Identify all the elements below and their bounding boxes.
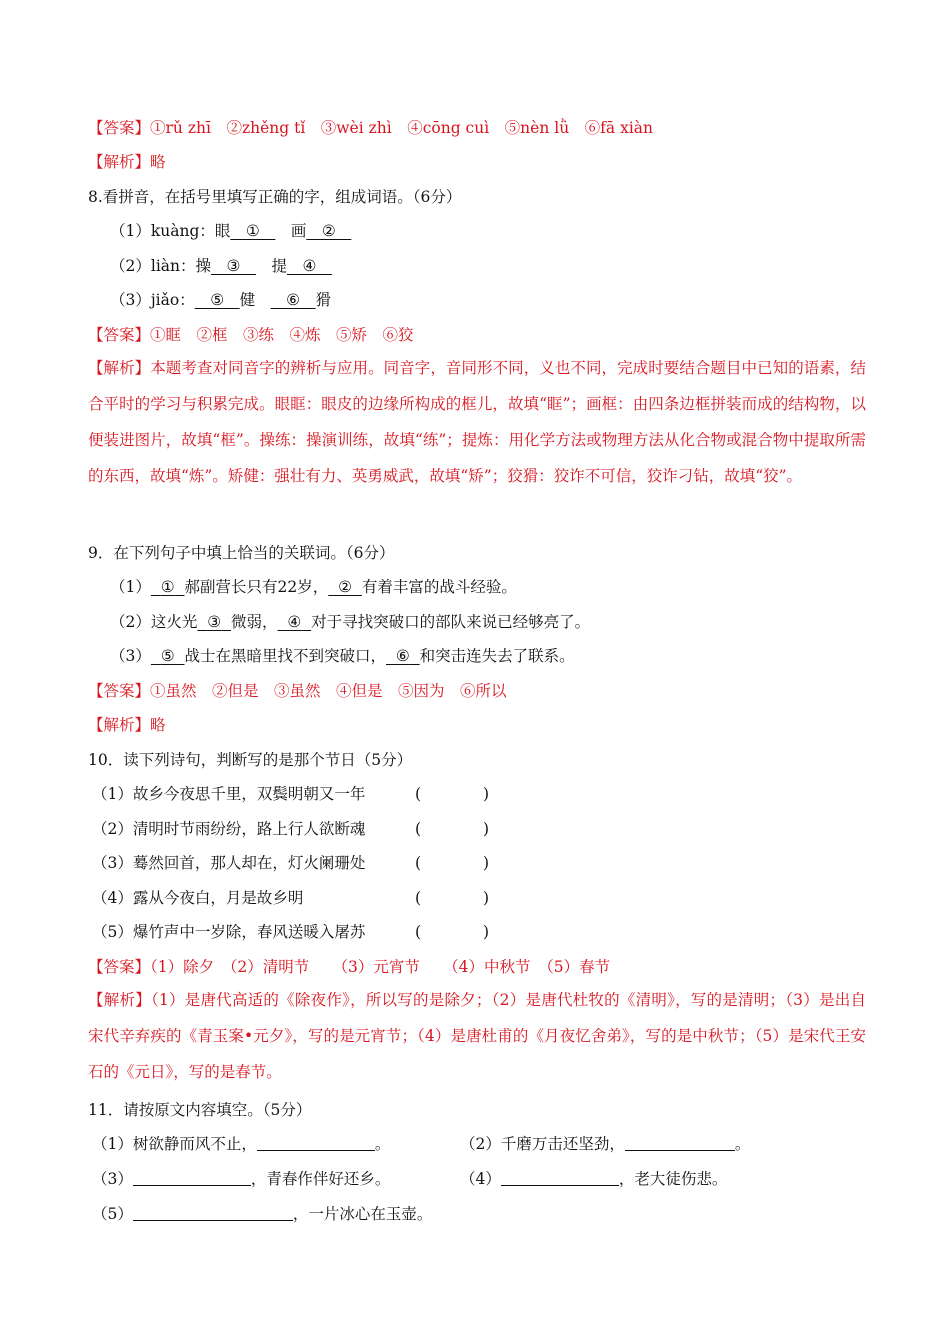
q7-answer-line [88, 118, 653, 138]
q10-answer-paren-3[interactable]: ( ) [415, 854, 490, 872]
q10-analysis-paragraph [88, 982, 866, 1090]
q11-blank-3[interactable] [133, 1169, 251, 1186]
q9-answer-line [88, 681, 507, 701]
q11-item-3: （3） ，青春作伴好还乡。 [92, 1170, 391, 1188]
q9-blank-3[interactable]: ③ [207, 613, 222, 631]
q9-blank-6[interactable]: ⑥ [395, 647, 410, 665]
analysis-tag: 【解析】 [88, 359, 151, 377]
q10-answer-line [88, 957, 610, 977]
q8-blank-1[interactable]: __①__ [230, 222, 276, 240]
q9-item-3: （3） ⑤ 战士在黑暗里找不到突破口， ⑥ 和突击连失去了联系。 [110, 647, 575, 665]
answer-tag: 【答案】 [88, 958, 151, 976]
q8-blank-2[interactable]: __②__ [306, 222, 352, 240]
q8-title: 8.看拼音，在括号里填写正确的字，组成词语。（6分） [88, 188, 462, 206]
q10-item-5: （5）爆竹声中一岁除，春风送暖入屠苏 ( ) [92, 923, 490, 941]
answer-tag: 【答案】 [88, 326, 151, 344]
q11-item-4: （4） ，老大徒伤悲。 [460, 1170, 728, 1188]
q11-item-1: （1）树欲静而风不止， 。 [92, 1135, 391, 1153]
q7-analysis-line [88, 152, 166, 172]
q10-answer-paren-2[interactable]: ( ) [415, 820, 490, 838]
q11-blank-2[interactable] [625, 1134, 735, 1151]
q10-item-3: （3）蓦然回首，那人却在，灯火阑珊处 ( ) [92, 854, 490, 872]
q9-analysis: 略 [150, 716, 166, 734]
q10-analysis: （1）是唐代高适的《除夜作》，所以写的是除夕；（2）是唐代杜牧的《清明》，写的是清明；（3）是出自宋代辛弃疾的《青玉案•元夕》，写的是元宵节；（4）是唐杜甫的《月夜忆舍弟》，写的是中秋节；（5）是宋代王安石的《元日》，写的是春节。 [88, 991, 866, 1081]
q11-blank-5[interactable] [133, 1204, 293, 1221]
q11-blank-4[interactable] [501, 1169, 619, 1186]
q10-answer: （1）除夕 （2）清明节 （3）元宵节 （4）中秋节 （5）春节 [150, 958, 611, 976]
q11-blank-1[interactable] [257, 1134, 375, 1151]
q7-answer: ①rǔ zhī ②zhěng tǐ ③wèi zhì ④cōng cuì ⑤nèn lǜ ⑥fā xiàn [150, 119, 654, 137]
q8-item-3: （3）jiǎo：__⑤__健 __⑥__猾 [110, 291, 332, 309]
q9-item-2: （2）这火光 ③ 微弱， ④ 对于寻找突破口的部队来说已经够亮了。 [110, 613, 591, 631]
q9-blank-2[interactable]: ② [338, 578, 352, 596]
q8-answer: ①眶 ②框 ③练 ④炼 ⑤矫 ⑥狡 [150, 326, 414, 344]
q8-analysis: 本题考查对同音字的辨析与应用。同音字，音同形不同，义也不同，完成时要结合题目中已知的语素，结合平时的学习与积累完成。眼眶：眼皮的边缘所构成的框儿，故填“眶”；画框：由四条边框拼装而成的结构物，以便装进图片，故填“框”。操练：操演训练，故填“练”；提炼：用化学方法或物理方法从化合物或混合物中提取所需的东西，故填“炼”。矫健：强壮有力、英勇威武，故填“矫”；狡猾：狡诈不可信，狡诈刁钻，故填“狡”。 [88, 359, 866, 485]
analysis-tag: 【解析】 [88, 991, 151, 1009]
q8-item-1: （1）kuàng：眼__①__ 画__②__ [110, 222, 352, 240]
answer-tag: 【答案】 [88, 682, 151, 700]
q10-answer-paren-5[interactable]: ( ) [415, 923, 490, 941]
q8-blank-6[interactable]: __⑥__ [270, 291, 316, 309]
q8-analysis-paragraph [88, 350, 866, 494]
analysis-tag: 【解析】 [88, 153, 151, 171]
q10-answer-paren-1[interactable]: ( ) [415, 785, 490, 803]
q8-item-2: （2）liàn：操__③__ 提__④__ [110, 257, 332, 275]
q9-blank-4[interactable]: ④ [287, 613, 302, 631]
analysis-tag: 【解析】 [88, 716, 151, 734]
q8-blank-4[interactable]: __④__ [286, 257, 332, 275]
q10-item-4: （4）露从今夜白，月是故乡明 ( ) [92, 889, 490, 907]
q9-item-1: （1） ① 郝副营长只有22岁， ② 有着丰富的战斗经验。 [110, 578, 517, 596]
q7-analysis: 略 [150, 153, 166, 171]
q10-item-2: （2）清明时节雨纷纷，路上行人欲断魂 ( ) [92, 820, 490, 838]
q10-item-1: （1）故乡今夜思千里，双鬓明朝又一年 ( ) [92, 785, 490, 803]
q9-analysis-line [88, 715, 166, 735]
q8-blank-3[interactable]: __③__ [211, 257, 256, 275]
q11-title: 11．请按原文内容填空。（5分） [88, 1101, 312, 1119]
q8-blank-5[interactable]: __⑤__ [194, 291, 240, 309]
q9-answer: ①虽然 ②但是 ③虽然 ④但是 ⑤因为 ⑥所以 [150, 682, 507, 700]
q11-item-5: （5） ，一片冰心在玉壶。 [92, 1205, 433, 1223]
answer-tag: 【答案】 [88, 119, 151, 137]
q9-blank-5[interactable]: ⑤ [160, 647, 175, 665]
q11-item-2: （2）千磨万击还坚劲， 。 [460, 1135, 751, 1153]
q9-title: 9．在下列句子中填上恰当的关联词。（6分） [88, 544, 395, 562]
q8-answer-line [88, 325, 414, 345]
q10-answer-paren-4[interactable]: ( ) [415, 889, 490, 907]
q9-blank-1[interactable]: ① [160, 578, 175, 596]
q10-title: 10．读下列诗句，判断写的是那个节日（5分） [88, 751, 413, 769]
